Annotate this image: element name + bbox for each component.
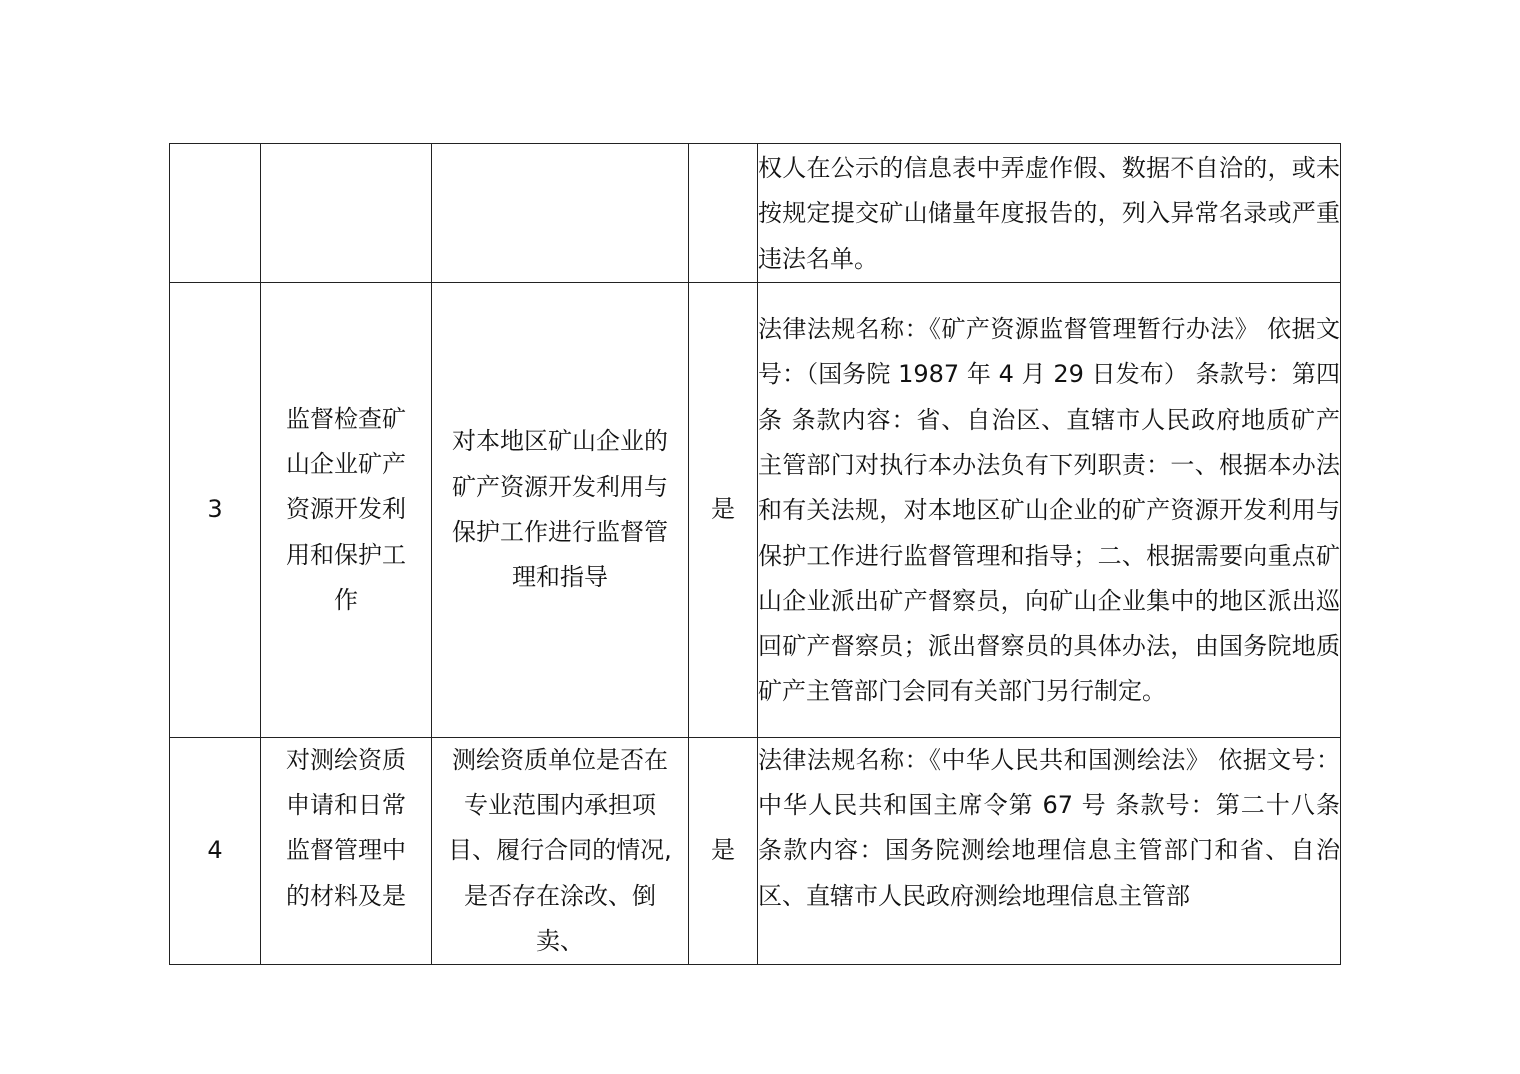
regulation-table — [169, 143, 1341, 965]
item-name: 对测绘资质申请和日常监督管理中的材料及是 — [261, 737, 432, 964]
required-flag: 是 — [689, 737, 758, 964]
legal-basis: 权人在公示的信息表中弄虚作假、数据不自洽的，或未按规定提交矿山储量年度报告的，列入异常名录或严重违法名单。 — [758, 144, 1341, 283]
legal-basis: 法律法规名称：《矿产资源监督管理暂行办法》 依据文号：（国务院 1987 年 4 月 29 日发布） 条款号：第四条 条款内容：省、自治区、直辖市人民政府地质矿产主管部门对执行本办法负有下列职责：一、根据本办法和有关法规，对本地区矿山企业的矿产资源开发利用与保护工作进行监督管理和指导；二、根据需要向重点矿山企业派出矿产督察员，向矿山企业集中的地区派出巡回矿产督察员；派出督察员的具体办法，由国务院地质矿产主管部门会同有关部门另行制定。 — [758, 282, 1341, 737]
item-content: 对本地区矿山企业的矿产资源开发利用与保护工作进行监督管理和指导 — [432, 282, 689, 737]
legal-basis: 法律法规名称：《中华人民共和国测绘法》 依据文号：中华人民共和国主席令第 67 号 条款号：第二十八条 条款内容：国务院测绘地理信息主管部门和省、自治区、直辖市人民政府测绘地理信息主管部 — [758, 737, 1341, 964]
item-content: 测绘资质单位是否在专业范围内承担项目、履行合同的情况,是否存在涂改、倒卖、 — [432, 737, 689, 964]
item-content — [432, 144, 689, 283]
row-number: 3 — [170, 282, 261, 737]
table-row — [170, 282, 1341, 737]
row-number — [170, 144, 261, 283]
row-number: 4 — [170, 737, 261, 964]
item-name — [261, 144, 432, 283]
item-name: 监督检查矿山企业矿产资源开发利用和保护工作 — [261, 282, 432, 737]
required-flag: 是 — [689, 282, 758, 737]
table-row — [170, 737, 1341, 964]
required-flag — [689, 144, 758, 283]
table-row — [170, 144, 1341, 283]
